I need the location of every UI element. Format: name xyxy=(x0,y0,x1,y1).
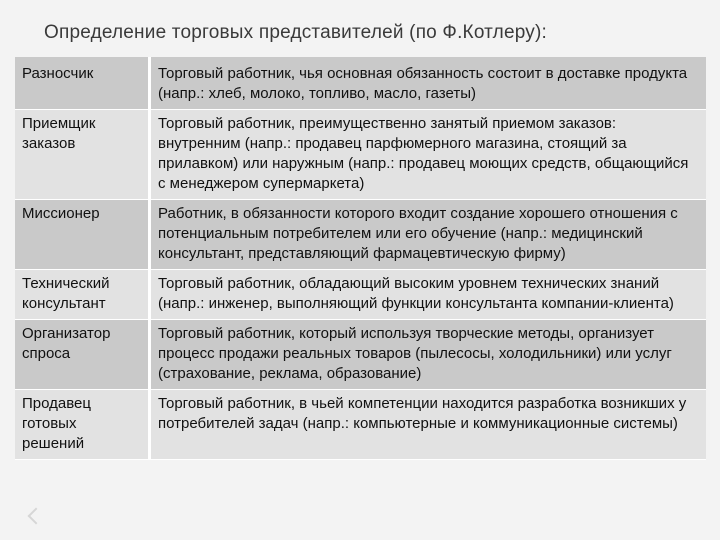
definition-cell: Торговый работник, преимущественно занятый приемом заказов: внутренним (напр.: продавец парфюмерного магазина, стоящий за прилавком) или наружным (напр.: продавец моющих средств, общающийся с менеджером супермаркета) xyxy=(150,110,707,200)
definition-cell: Торговый работник, который используя творческие методы, организует процесс продажи реальных товаров (пылесосы, холодильники) или услуг (страхование, реклама, образование) xyxy=(150,320,707,390)
term-cell: Организатор спроса xyxy=(15,320,150,390)
term-cell: Приемщик заказов xyxy=(15,110,150,200)
term-cell: Технический консультант xyxy=(15,270,150,320)
table-row xyxy=(15,57,706,110)
term-cell: Миссионер xyxy=(15,200,150,270)
decorative-chevron-icon xyxy=(28,508,45,525)
table-row xyxy=(15,200,706,270)
term-cell: Разносчик xyxy=(15,57,150,110)
table-row xyxy=(15,110,706,200)
table-row xyxy=(15,390,706,460)
definitions-table xyxy=(15,57,706,460)
table-row xyxy=(15,270,706,320)
definition-cell: Торговый работник, в чьей компетенции находится разработка возникших у потребителей задач (напр.: компьютерные и коммуникационные системы) xyxy=(150,390,707,460)
definition-cell: Работник, в обязанности которого входит создание хорошего отношения с потенциальным потребителем или его обучение (напр.: медицинский консультант, представляющий фармацевтическую фирму) xyxy=(150,200,707,270)
definition-cell: Торговый работник, обладающий высоким уровнем технических знаний (напр.: инженер, выполняющий функции консультанта компании-клиента) xyxy=(150,270,707,320)
slide-title: Определение торговых представителей (по Ф.Котлеру): xyxy=(44,22,547,43)
table-row xyxy=(15,320,706,390)
term-cell: Продавец готовых решений xyxy=(15,390,150,460)
definition-cell: Торговый работник, чья основная обязанность состоит в доставке продукта (напр.: хлеб, молоко, топливо, масло, газеты) xyxy=(150,57,707,110)
